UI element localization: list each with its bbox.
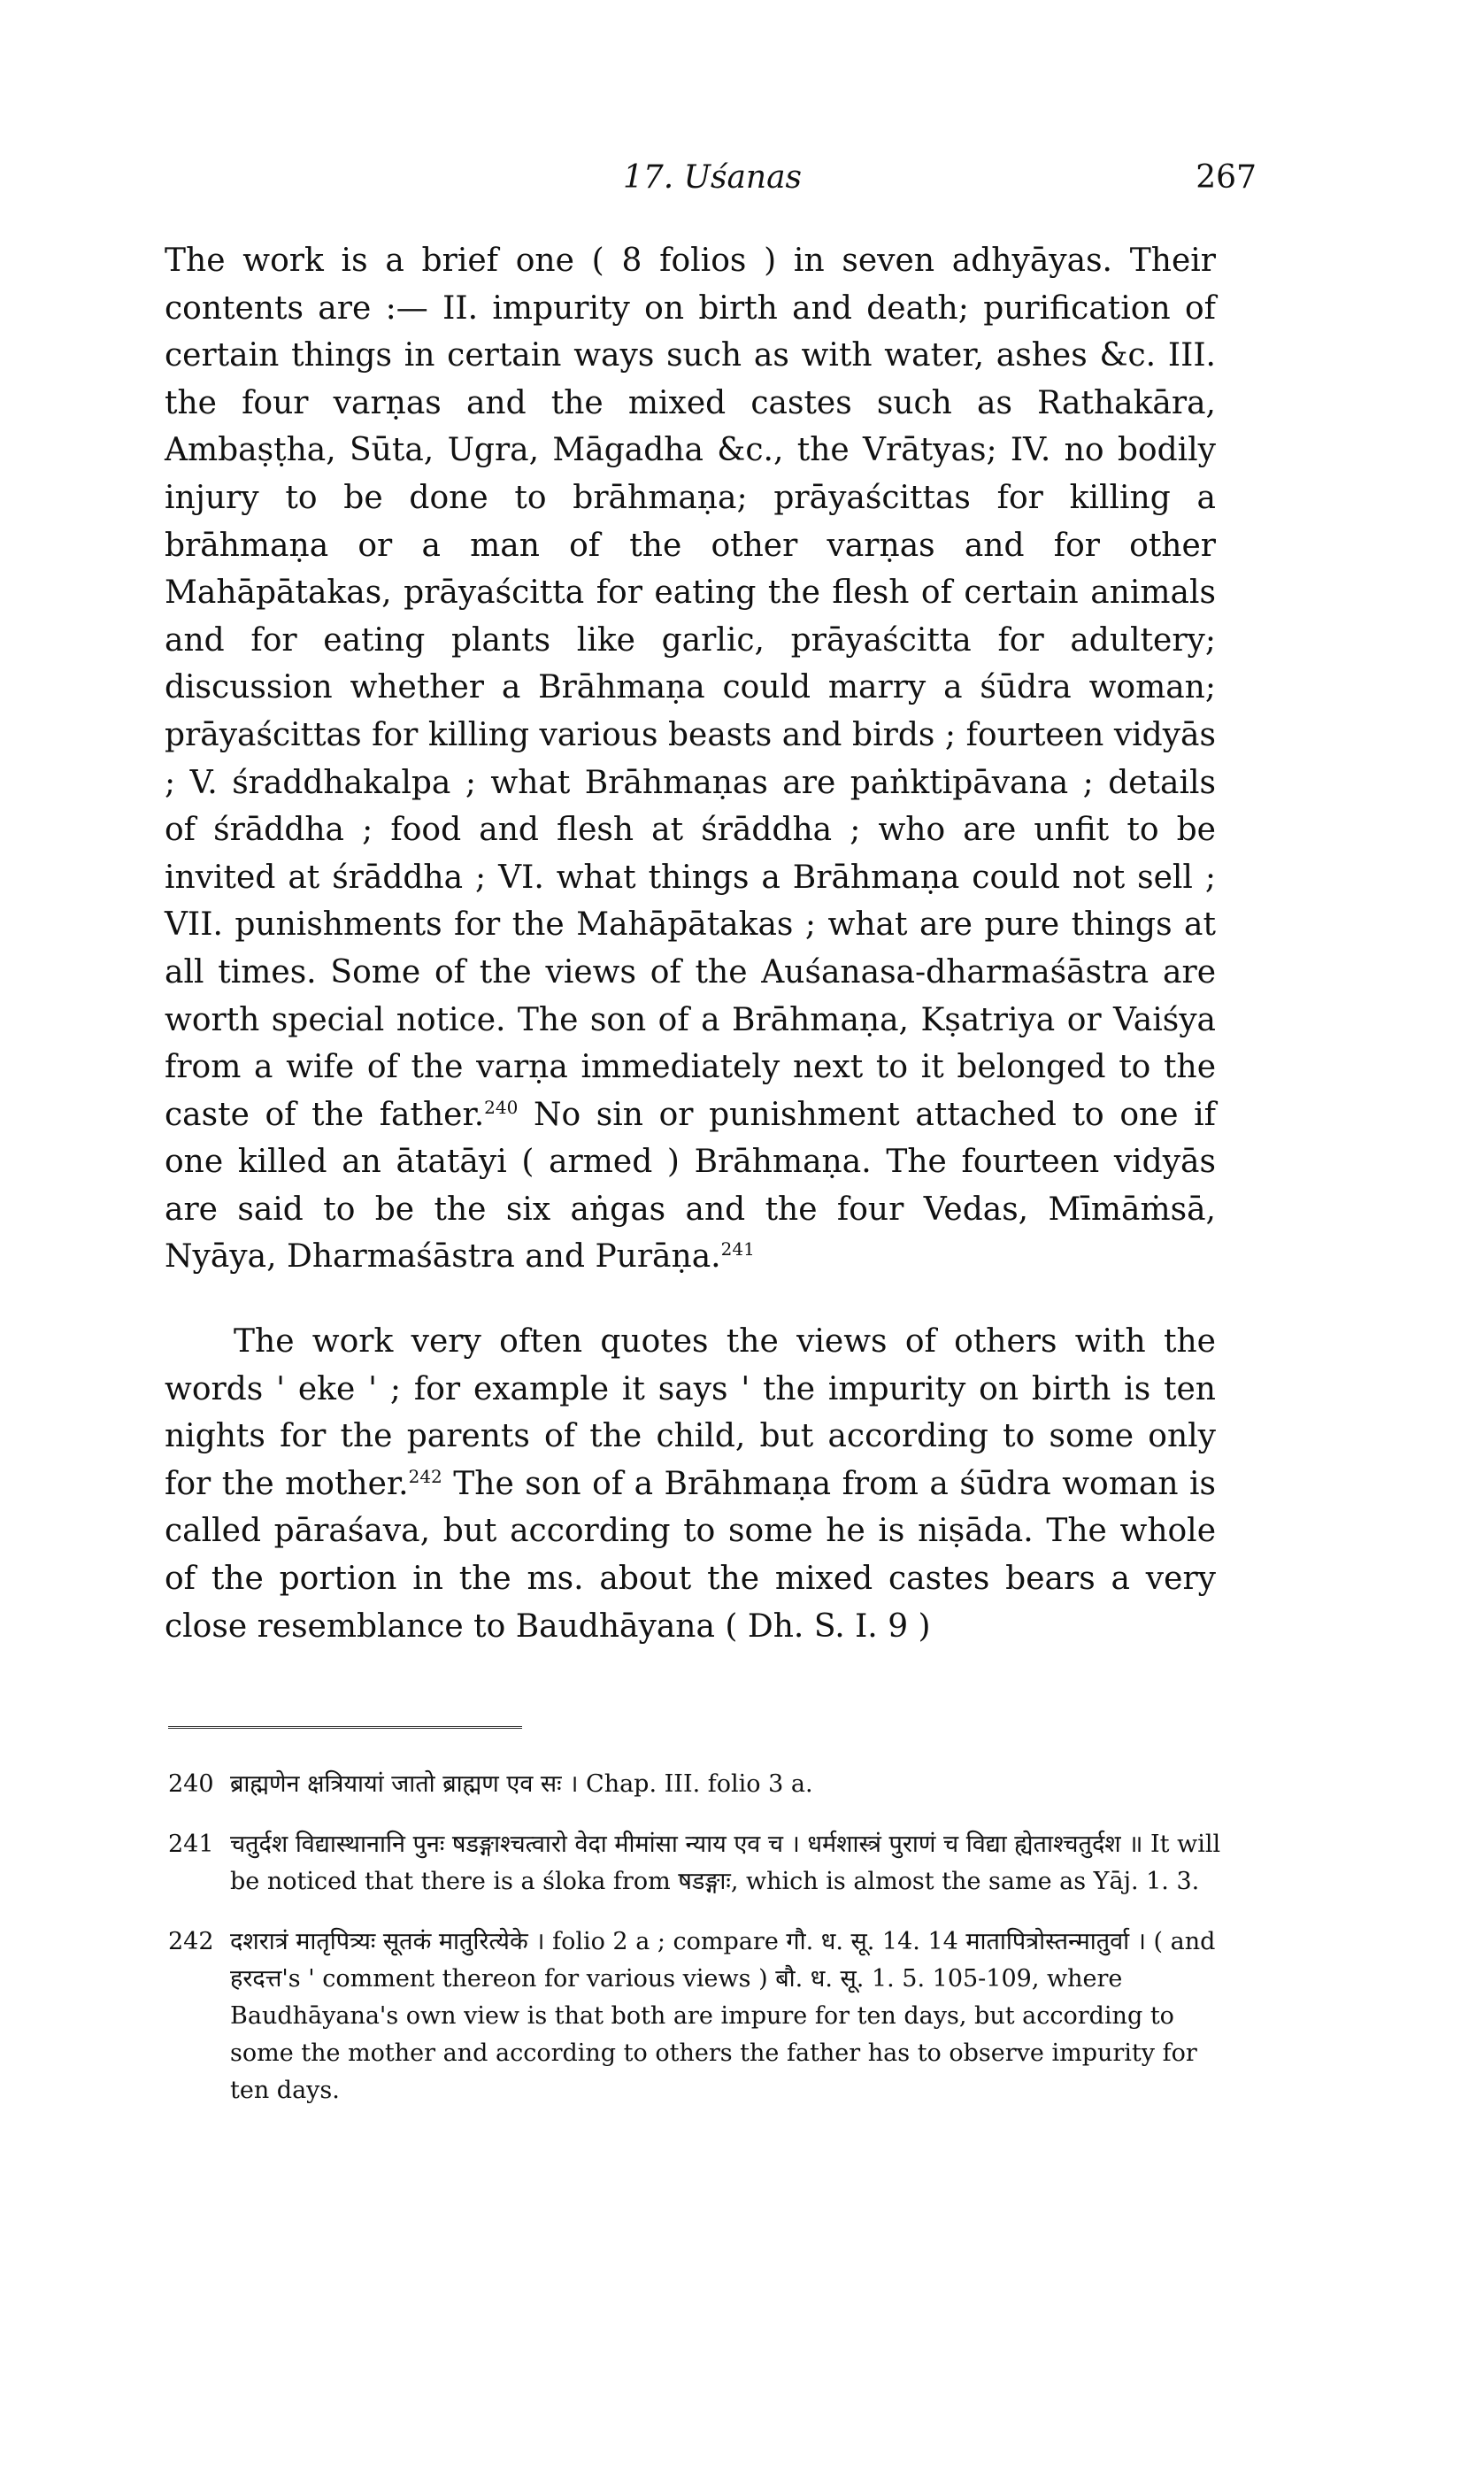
footnote-242 xyxy=(168,1923,1221,2109)
page-number: 267 xyxy=(1196,159,1257,196)
footnote-number: 241 xyxy=(168,1831,214,1858)
footnote-text: ब्राह्मणेन क्षत्रियायां जातो ब्राह्मण एव सः । Chap. III. folio 3 a. xyxy=(230,1770,813,1798)
paragraph-1 xyxy=(165,237,1216,1281)
page-header xyxy=(168,159,1257,204)
footnote-text: दशरात्रं मातृपित्र्यः सूतकं मातुरित्येके । folio 2 a ; compare गौ. ध. सू. 14. 14 मातापित्रोस्तन्मातुर्वा । ( and हरदत्त's ' comment thereon for various views ) बौ. ध. सू. 1. 5. 105-109, where Baudhāyana's own view is that both are impure for ten days, but according to some the mother and according to others the father has to observe impurity for ten days. xyxy=(230,1928,1216,2104)
running-title: 17. Uśanas xyxy=(622,159,803,196)
paragraph-2-text: The work very often quotes the views of others with the words ' eke ' ; for example it says ' the impurity on birth is ten nights for the parents of the child, but according to some only for the mother. xyxy=(165,1323,1216,1502)
footnotes xyxy=(168,1766,1221,2132)
paragraph-2-text-continued: The son of a Brāhmaṇa from a śūdra woman is called pāraśava, but according to some he is niṣāda. The whole of the portion in the ms. about the mixed castes bears a very close resemblance to Baudhāyana ( Dh. S. I. 9 ) xyxy=(165,1465,1216,1645)
footnote-ref-240: 240 xyxy=(484,1096,519,1118)
footnote-ref-242: 242 xyxy=(408,1465,442,1487)
footnote-divider xyxy=(168,1726,522,1729)
footnote-number: 242 xyxy=(168,1928,214,1955)
main-text xyxy=(165,237,1216,1650)
footnote-ref-241: 241 xyxy=(720,1238,755,1260)
footnote-text: चतुर्दश विद्यास्थानानि पुनः षडङ्गाश्चत्वारो वेदा मीमांसा न्याय एव च । धर्मशास्त्रं पुराणं च विद्या ह्येताश्चतुर्दश ॥ It will be noticed that there is a śloka from षडङ्गाः, which is almost the same as Yāj. 1. 3. xyxy=(230,1831,1221,1895)
paragraph-1-text-continued: No sin or punishment attached to one if one killed an ātatāyi ( armed ) Brāhmaṇa. The fourteen vidyās are said to be the six aṅgas and the four Vedas, Mīmāṁsā, Nyāya, Dharmaśāstra and Purāṇa. xyxy=(165,1096,1216,1276)
footnote-number: 240 xyxy=(168,1770,214,1798)
footnote-240 xyxy=(168,1766,1221,1803)
paragraph-1-text: The work is a brief one ( 8 folios ) in seven adhyāyas. Their contents are :— II. impurity on birth and death; purification of certain things in certain ways such as with water, ashes &c. III. the four varṇas and the mixed castes such as Rathakāra, Ambaṣṭha, Sūta, Ugra, Māgadha &c., the Vrātyas; IV. no bodily injury to be done to brāhmaṇa; prāyaścittas for killing a brāhmaṇa or a man of the other varṇas and for other Mahāpātakas, prāyaścitta for eating the flesh of certain animals and for eating plants like garlic, prāyaścitta for adultery; discussion whether a Brāhmaṇa could marry a śūdra woman; prāyaścittas for killing various beasts and birds ; fourteen vidyās ; V. śraddhakalpa ; what Brāhmaṇas are paṅktipāvana ; details of śrāddha ; food and flesh at śrāddha ; who are unfit to be invited at śrāddha ; VI. what things a Brāhmaṇa could not sell ; VII. punishments for the Mahāpātakas ; what are pure things at all times. Some of the views of the Auśanasa-dharmaśāstra are worth special notice. The son of a Brāhmaṇa, Kṣatriya or Vaiśya from a wife of the varṇa immediately next to it belonged to the caste of the father. xyxy=(165,243,1216,1133)
footnote-241 xyxy=(168,1826,1221,1900)
paragraph-2 xyxy=(165,1318,1216,1650)
